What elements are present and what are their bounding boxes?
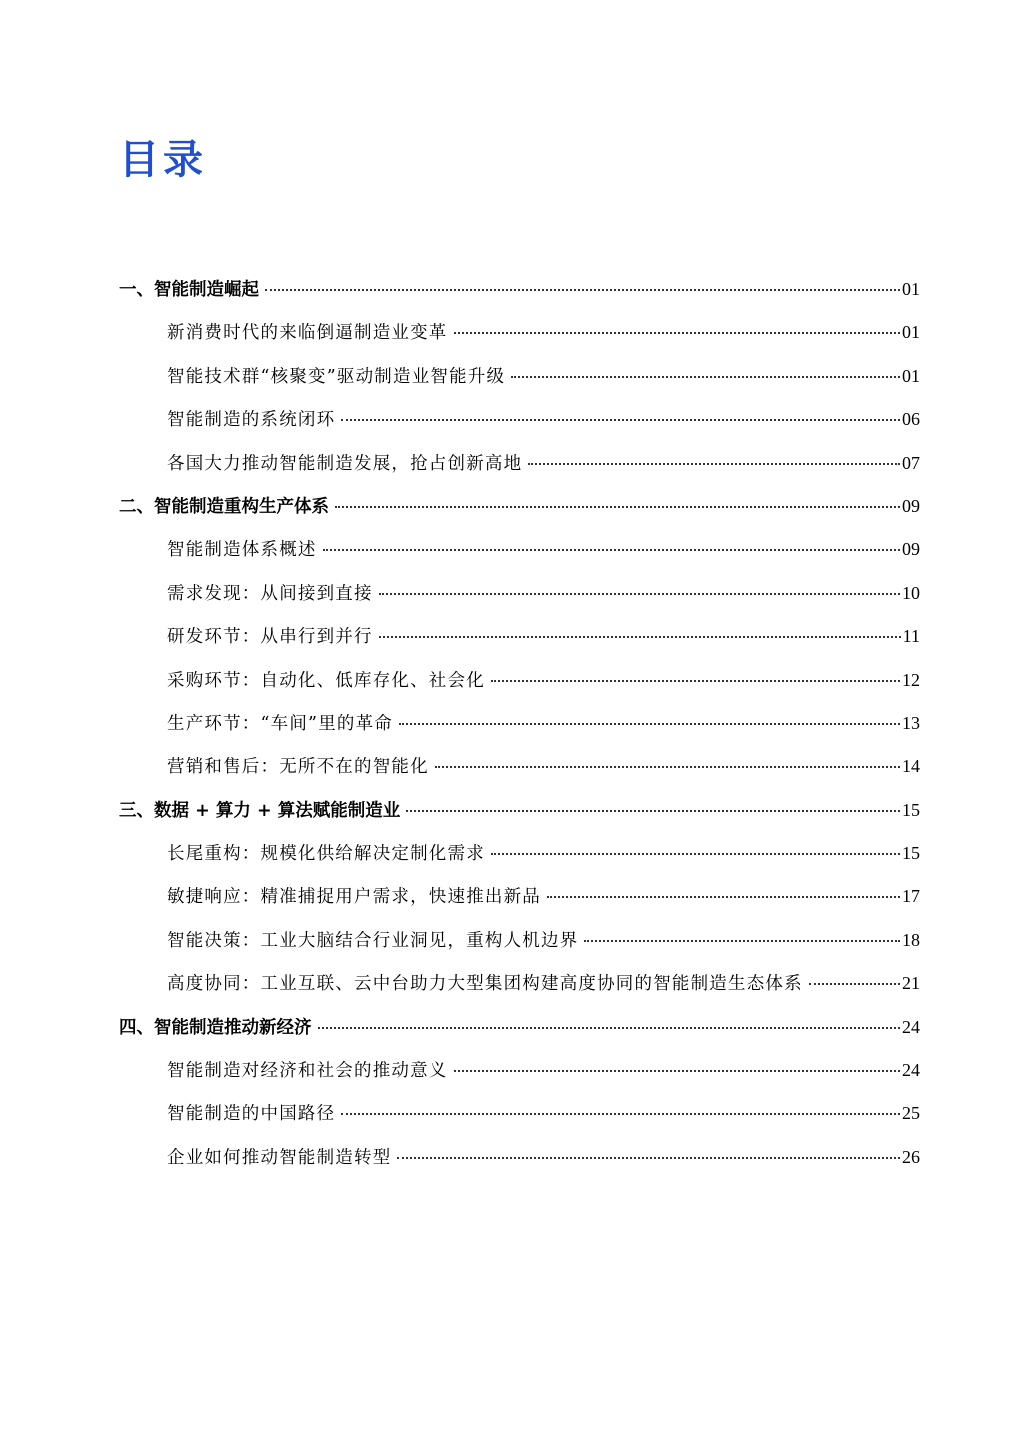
toc-dot-leader (379, 593, 900, 595)
toc-entry-label: 四、智能制造推动新经济 (119, 1017, 312, 1038)
toc-section-entry[interactable] (119, 442, 920, 485)
toc-page-number: 11 (902, 626, 920, 647)
toc-dot-leader (511, 376, 900, 378)
toc-entry-label: 智能制造的中国路径 (167, 1104, 336, 1125)
toc-chapter-entry[interactable] (119, 1006, 920, 1049)
toc-dot-leader (491, 853, 900, 855)
toc-dot-leader (528, 463, 900, 465)
toc-page-number: 12 (902, 669, 920, 690)
toc-section-entry[interactable] (119, 1049, 920, 1092)
toc-page-number: 01 (902, 322, 920, 343)
toc-section-entry[interactable] (119, 962, 920, 1005)
toc-page-number: 13 (902, 712, 920, 733)
toc-section-entry[interactable] (119, 1092, 920, 1135)
toc-entry-label: 需求发现：从间接到直接 (167, 583, 373, 604)
toc-page-number: 01 (902, 365, 920, 386)
toc-dot-leader (341, 1113, 900, 1115)
toc-entry-label: 敏捷响应：精准捕捉用户需求，快速推出新品 (167, 887, 541, 908)
toc-section-entry[interactable] (119, 702, 920, 745)
toc-entry-label: 智能制造的系统闭环 (167, 410, 336, 431)
toc-page-number: 07 (902, 452, 920, 473)
toc-section-entry[interactable] (119, 615, 920, 658)
toc-entry-label: 智能技术群“核聚变”驱动制造业智能升级 (167, 366, 506, 387)
toc-entry-label: 智能制造体系概述 (167, 540, 317, 561)
toc-section-entry[interactable] (119, 745, 920, 788)
table-of-contents (119, 268, 920, 1179)
toc-dot-leader (809, 983, 900, 985)
toc-page-number: 15 (902, 843, 920, 864)
toc-dot-leader (379, 636, 901, 638)
toc-section-entry[interactable] (119, 659, 920, 702)
toc-entry-label: 营销和售后：无所不在的智能化 (167, 757, 429, 778)
toc-page-number: 09 (902, 539, 920, 560)
toc-entry-label: 企业如何推动智能制造转型 (167, 1147, 392, 1168)
toc-entry-label: 各国大力推动智能制造发展，抢占创新高地 (167, 453, 523, 474)
toc-page-number: 21 (902, 973, 920, 994)
toc-section-entry[interactable] (119, 1136, 920, 1179)
toc-dot-leader (547, 896, 900, 898)
toc-page-number: 24 (902, 1060, 920, 1081)
toc-chapter-entry[interactable] (119, 789, 920, 832)
toc-dot-leader (584, 940, 900, 942)
toc-section-entry[interactable] (119, 832, 920, 875)
toc-page-number: 10 (902, 582, 920, 603)
toc-page-number: 26 (902, 1146, 920, 1167)
toc-page-number: 15 (902, 799, 920, 820)
toc-page-number: 25 (902, 1103, 920, 1124)
toc-section-entry[interactable] (119, 528, 920, 571)
toc-section-entry[interactable] (119, 875, 920, 918)
toc-section-entry[interactable] (119, 398, 920, 441)
toc-dot-leader (399, 723, 900, 725)
toc-page-number: 14 (902, 756, 920, 777)
toc-page-number: 06 (902, 409, 920, 430)
toc-dot-leader (435, 766, 900, 768)
toc-entry-label: 采购环节：自动化、低库存化、社会化 (167, 670, 485, 691)
toc-dot-leader (323, 549, 900, 551)
toc-section-entry[interactable] (119, 355, 920, 398)
toc-page-number: 09 (902, 495, 920, 516)
toc-page-number: 18 (902, 929, 920, 950)
toc-dot-leader (318, 1027, 901, 1029)
toc-dot-leader (454, 332, 901, 334)
toc-entry-label: 长尾重构：规模化供给解决定制化需求 (167, 844, 485, 865)
toc-dot-leader (341, 419, 900, 421)
toc-entry-label: 新消费时代的来临倒逼制造业变革 (167, 323, 448, 344)
toc-section-entry[interactable] (119, 572, 920, 615)
toc-dot-leader (265, 289, 900, 291)
toc-dot-leader (335, 506, 900, 508)
toc-entry-label: 高度协同：工业互联、云中台助力大型集团构建高度协同的智能制造生态体系 (167, 974, 803, 995)
toc-entry-label: 智能决策：工业大脑结合行业洞见，重构人机边界 (167, 930, 579, 951)
toc-dot-leader (454, 1070, 901, 1072)
toc-dot-leader (491, 680, 900, 682)
page-title: 目录 (119, 137, 207, 183)
toc-chapter-entry[interactable] (119, 268, 920, 311)
toc-entry-label: 生产环节：“车间”里的革命 (167, 713, 393, 734)
toc-entry-label: 三、数据 + 算力 + 算法赋能制造业 (119, 800, 401, 821)
toc-section-entry[interactable] (119, 311, 920, 354)
toc-section-entry[interactable] (119, 919, 920, 962)
toc-dot-leader (397, 1157, 900, 1159)
toc-chapter-entry[interactable] (119, 485, 920, 528)
toc-dot-leader (406, 810, 900, 812)
toc-entry-label: 研发环节：从串行到并行 (167, 627, 373, 648)
toc-entry-label: 一、智能制造崛起 (119, 280, 259, 300)
toc-entry-label: 二、智能制造重构生产体系 (119, 496, 329, 517)
toc-entry-label: 智能制造对经济和社会的推动意义 (167, 1061, 448, 1082)
toc-page-number: 01 (902, 279, 920, 299)
toc-page-number: 24 (902, 1016, 920, 1037)
toc-page-number: 17 (902, 886, 920, 907)
